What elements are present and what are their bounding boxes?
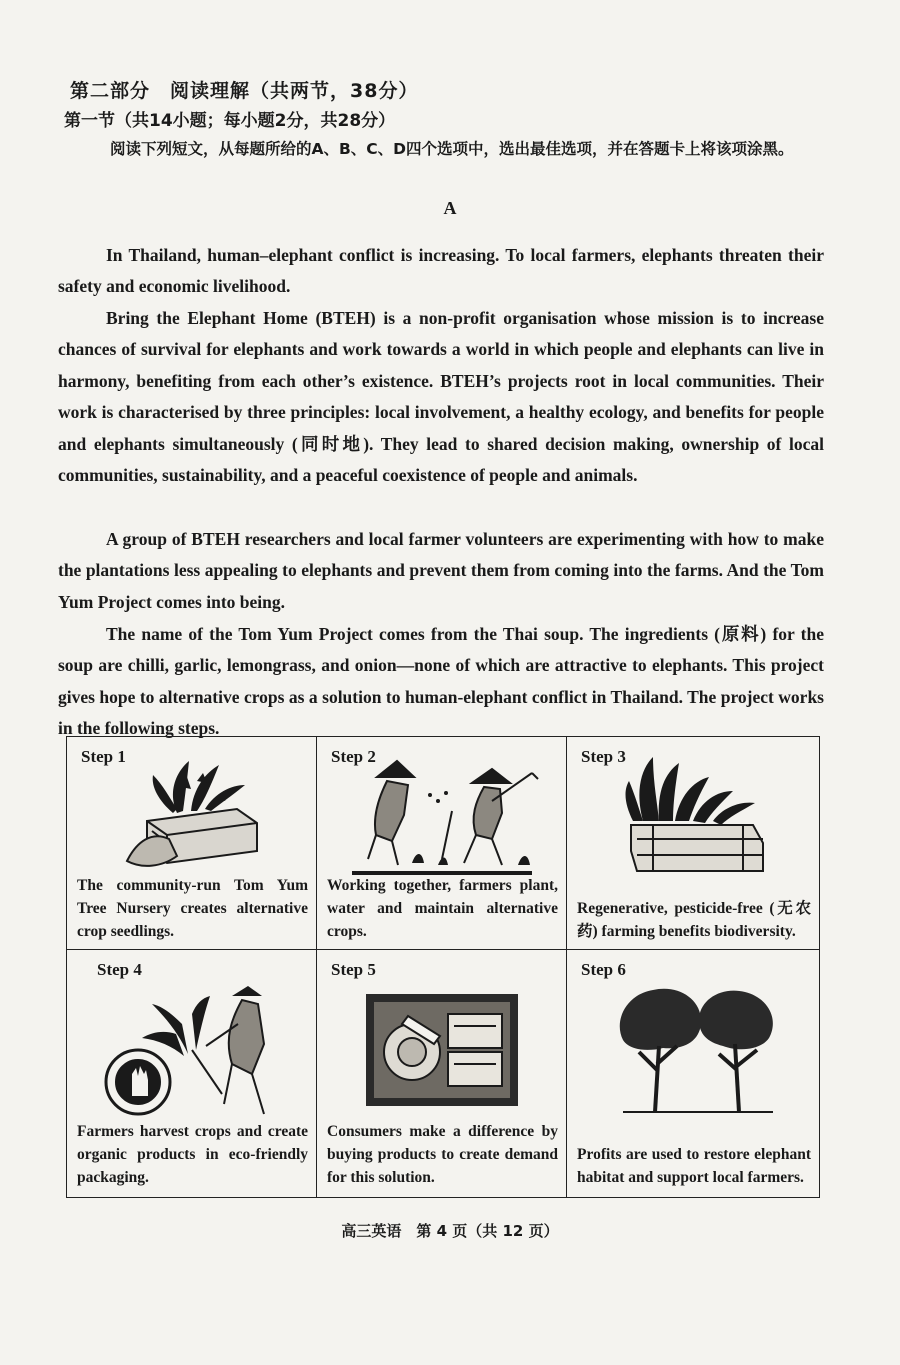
step-6-cell bbox=[567, 950, 819, 1197]
product-box-icon bbox=[352, 986, 532, 1116]
passage-letter: A bbox=[443, 198, 457, 218]
step-4-caption: Farmers harvest crops and create organic products in eco-friendly packaging. bbox=[77, 1123, 308, 1186]
step-5-cell bbox=[317, 950, 567, 1197]
paragraph-2: Bring the Elephant Home (BTEH) is a non-profit organisation whose mission is to increase chances of survival for elephants and work towards a world in which people and elephants can live in harmony, benefiting from each other’s existence. BTEH’s projects root in local communities. Their work is characterised by three principles: local involvement, a healthy ecology, and benefits for people and elephants simultaneously (同时地). They lead to shared decision making, ownership of local communities, sustainability, and a peaceful coexistence of people and animals. bbox=[58, 307, 824, 485]
step-1-caption: The community-run Tom Yum Tree Nursery creates alternative crop seedlings. bbox=[77, 877, 308, 940]
part-title: 第二部分 阅读理解（共两节，38分） bbox=[70, 80, 419, 102]
step-2-caption: Working together, farmers plant, water and maintain alternative crops. bbox=[327, 877, 558, 940]
paragraph-3: A group of BTEH researchers and local farmer volunteers are experimenting with how to make the plantations less appealing to elephants and prevent them from coming into the farms. And the Tom Yum Project comes into being. bbox=[58, 528, 824, 612]
step-6-caption: Profits are used to restore elephant habitat and support local farmers. bbox=[577, 1146, 811, 1186]
farmers-planting-icon bbox=[342, 755, 542, 880]
step-2-cell bbox=[317, 737, 567, 950]
step-5-caption: Consumers make a difference by buying products to create demand for this solution. bbox=[327, 1123, 558, 1186]
vegetable-crate-icon bbox=[613, 751, 773, 876]
step-2-label: Step 2 bbox=[331, 747, 376, 766]
seedling-crate-icon bbox=[107, 751, 277, 871]
step-4-label: Step 4 bbox=[97, 960, 142, 979]
step-4-cell bbox=[67, 950, 317, 1197]
section-title: 第一节（共14小题；每小题2分，共28分） bbox=[64, 111, 396, 131]
instructions: 阅读下列短文，从每题所给的A、B、C、D四个选项中，选出最佳选项，并在答题卡上将该项涂黑。 bbox=[110, 140, 794, 158]
steps-grid bbox=[66, 736, 820, 1198]
paragraph-1: In Thailand, human–elephant conflict is increasing. To local farmers, elephants threaten their safety and economic livelihood. bbox=[58, 244, 824, 296]
trees-icon bbox=[603, 980, 783, 1120]
step-5-label: Step 5 bbox=[331, 960, 376, 979]
step-6-label: Step 6 bbox=[581, 960, 626, 979]
step-3-caption: Regenerative, pesticide-free (无农药) farming benefits biodiversity. bbox=[577, 900, 811, 940]
step-1-cell bbox=[67, 737, 317, 950]
harvest-farmer-icon bbox=[92, 984, 292, 1134]
page-footer: 高三英语 第 4 页（共 12 页） bbox=[341, 1222, 559, 1240]
step-3-cell bbox=[567, 737, 819, 950]
step-3-label: Step 3 bbox=[581, 747, 626, 766]
paragraph-4: The name of the Tom Yum Project comes from the Thai soup. The ingredients (原料) for the soup are chilli, garlic, lemongrass, and onion—none of which are attractive to elephants. This project gives hope to alternative crops as a solution to human-elephant conflict in Thailand. The project works in the following steps. bbox=[58, 623, 824, 738]
step-1-label: Step 1 bbox=[81, 747, 126, 766]
